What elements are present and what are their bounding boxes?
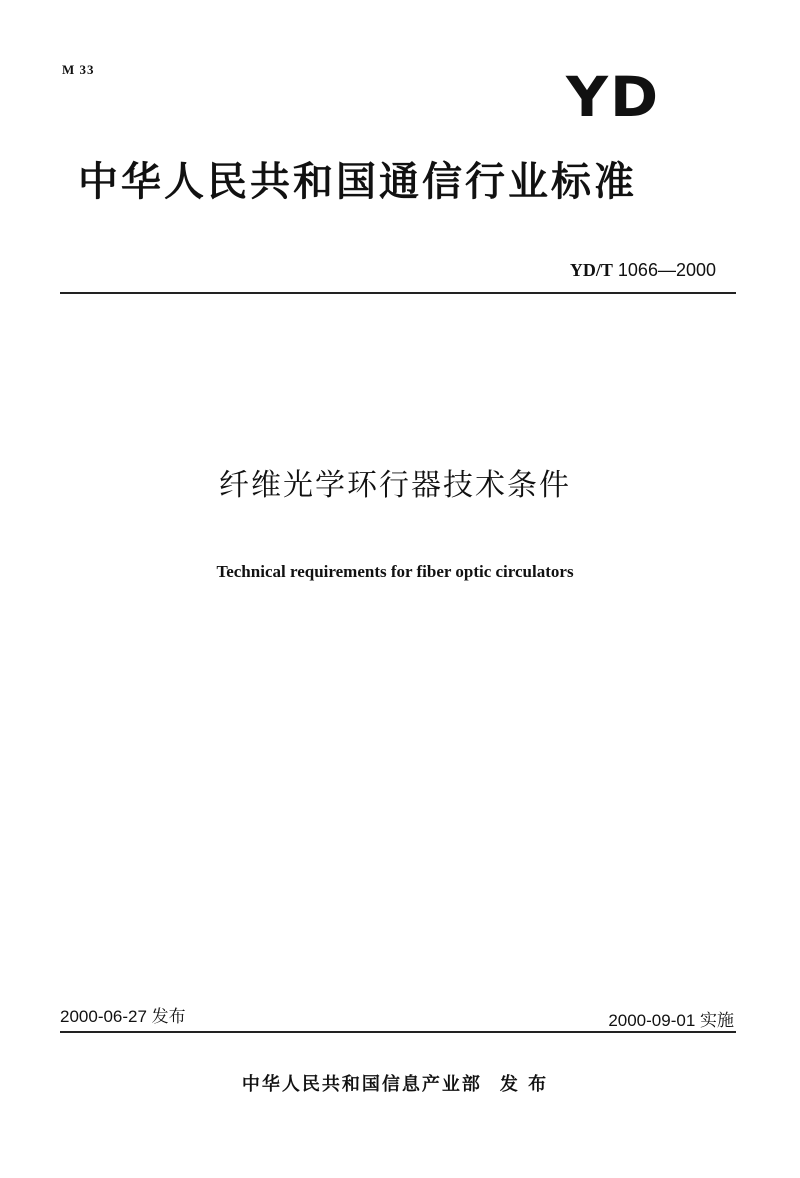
standard-number-prefix: YD/T (569, 260, 613, 280)
document-title-chinese: 纤维光学环行器技术条件 (219, 468, 571, 503)
publisher-name: 中华人民共和国信息产业部 (241, 1074, 482, 1095)
document-title-english: Technical requirements for fiber optic circulators (216, 562, 574, 581)
standard-number-value: 1066—2000 (617, 260, 716, 280)
standard-title: 中华人民共和国通信行业标准 (78, 159, 637, 205)
footer-divider (60, 1031, 736, 1033)
implementation-date: 2000-09-01 实施 (608, 1011, 734, 1030)
publisher-line (0, 1070, 790, 1096)
standard-number (570, 260, 716, 281)
classification-code: M 33 (62, 62, 95, 77)
header-divider (60, 292, 736, 294)
issue-date: 2000-06-27 发布 (60, 1007, 186, 1026)
publisher-action: 发 布 (499, 1074, 549, 1095)
yd-logo: YD (566, 64, 661, 130)
